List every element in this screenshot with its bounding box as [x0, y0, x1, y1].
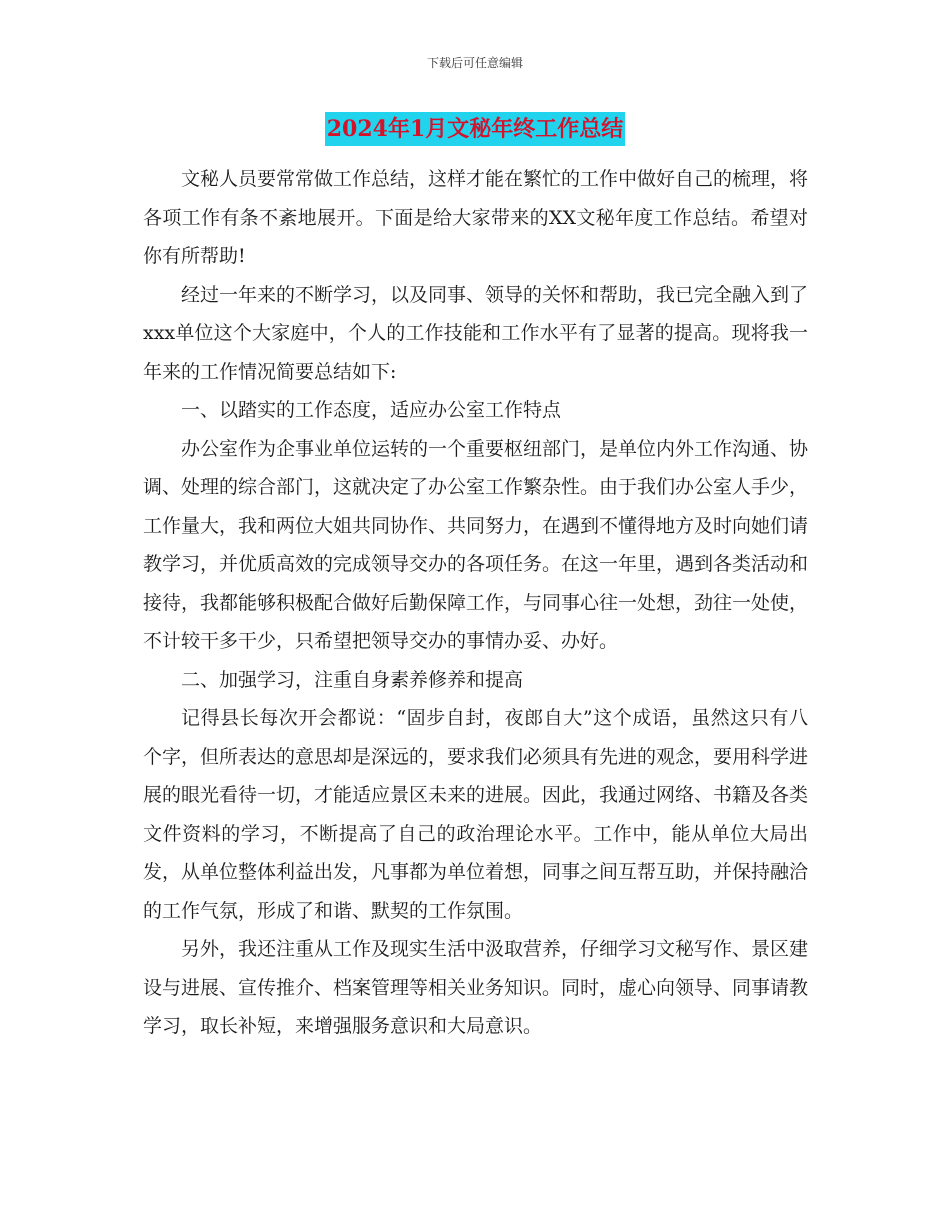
- document-title: [0, 112, 950, 146]
- paragraph-overview: 经过一年来的不断学习，以及同事、领导的关怀和帮助，我已完全融入到了xxx单位这个大家庭中，个人的工作技能和工作水平有了显著的提高。现将我一年来的工作情况简要总结如下:: [143, 283, 809, 383]
- document-title-text: 2024年1月文秘年终工作总结: [325, 112, 626, 146]
- page-header-note: 下载后可任意编辑: [426, 56, 523, 70]
- section-heading-2: 二、加强学习，注重自身素养修养和提高: [181, 668, 524, 691]
- section-heading-1: 一、以踏实的工作态度，适应办公室工作特点: [181, 399, 562, 421]
- paragraph-intro: 文秘人员要常常做工作总结，这样才能在繁忙的工作中做好自己的梳理，将各项工作有条不紊地展开。下面是给大家带来的XX文秘年度工作总结。希望对你有所帮助!: [143, 168, 809, 267]
- paragraph-study: 记得县长每次开会都说：“固步自封，夜郎自大”这个成语，虽然这只有八个字，但所表达的意思却是深远的，要求我们必须具有先进的观念，要用科学进展的眼光看待一切，才能适应景区未来的进展。因此，我通过网络、书籍及各类文件资料的学习，不断提高了自己的政治理论水平。工作中，能从单位大局出发，从单位整体利益出发，凡事都为单位着想，同事之间互帮互助，并保持融洽的工作气氛，形成了和谐、默契的工作氛围。: [143, 707, 809, 922]
- paragraph-office-work: 办公室作为企事业单位运转的一个重要枢纽部门，是单位内外工作沟通、协调、处理的综合部门，这就决定了办公室工作繁杂性。由于我们办公室人手少，工作量大，我和两位大姐共同协作、共同努力，在遇到不懂得地方及时向她们请教学习，并优质高效的完成领导交办的各项任务。在这一年里，遇到各类活动和接待，我都能够积极配合做好后勤保障工作，与同事心往一处想，劲往一处使，不计较干多干少，只希望把领导交办的事情办妥、办好。: [143, 437, 809, 652]
- document-body: [143, 160, 808, 1046]
- paragraph-additional: 另外，我还注重从工作及现实生活中汲取营养，仔细学习文秘写作、景区建设与进展、宣传推介、档案管理等相关业务知识。同时，虚心向领导、同事请教学习，取长补短，来增强服务意识和大局意识。: [143, 938, 809, 1037]
